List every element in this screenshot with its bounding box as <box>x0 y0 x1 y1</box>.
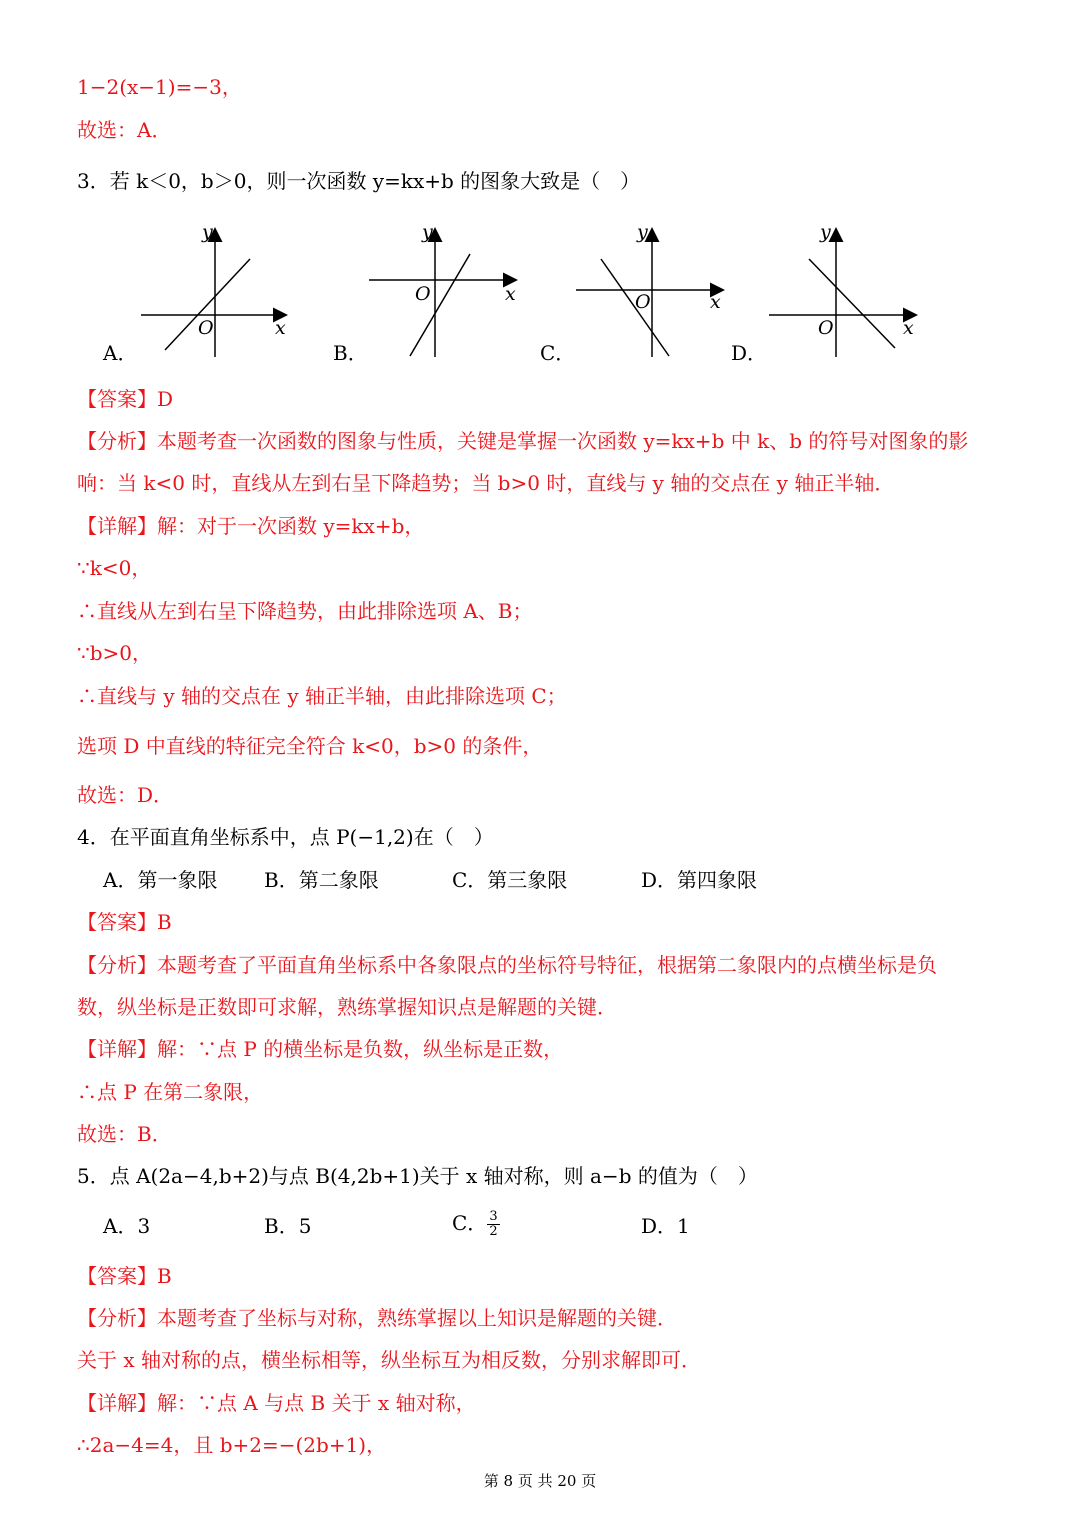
q3-c-x-label: x <box>710 291 721 313</box>
q3-stem: 3．若 k＜0，b＞0，则一次函数 y=kx+b 的图象大致是（ ） <box>77 169 641 193</box>
q3-graph-b <box>365 222 525 362</box>
q3-b-x-label: x <box>505 283 516 305</box>
q3-c-origin-label: O <box>635 291 651 313</box>
q5-analysis-line-1: 【分析】本题考查了坐标与对称，熟练掌握以上知识是解题的关键． <box>77 1306 677 1330</box>
q5-option-c-fraction <box>487 1210 499 1239</box>
q5-option-d: D．1 <box>641 1214 690 1238</box>
fraction-numerator: 3 <box>489 1209 498 1224</box>
q5-option-b: B．5 <box>264 1214 312 1238</box>
q5-stem: 5．点 A(2a−4,b+2)与点 B(4,2b+1)关于 x 轴对称，则 a−b 的值为（ ） <box>77 1164 758 1188</box>
q3-graph-c <box>572 222 732 362</box>
q4-analysis-line-1: 【分析】本题考查了平面直角坐标系中各象限点的坐标符号特征，根据第二象限内的点横坐标是负 <box>77 953 937 977</box>
q3-answer: 【答案】D <box>77 387 174 411</box>
q4-option-a: A．第一象限 <box>103 868 218 892</box>
q4-answer: 【答案】B <box>77 910 172 934</box>
q5-detail-line-1: 【详解】解：∵点 A 与点 B 关于 x 轴对称， <box>77 1391 476 1415</box>
q5-option-a: A．3 <box>103 1214 151 1238</box>
q3-option-b: B． <box>333 341 368 365</box>
q3-detail-line-4: ∵b>0， <box>77 641 153 665</box>
q4-option-c: C．第三象限 <box>452 868 568 892</box>
q5-option-c-label: C． <box>452 1211 488 1235</box>
q4-option-b: B．第二象限 <box>264 868 379 892</box>
q4-detail-line-2: ∴点 P 在第二象限， <box>77 1080 264 1104</box>
q3-detail-line-5: ∴直线与 y 轴的交点在 y 轴正半轴，由此排除选项 C； <box>77 684 567 708</box>
q3-d-x-label: x <box>903 317 914 339</box>
q3-d-y-label: y <box>820 221 831 243</box>
q3-graph-a <box>135 222 295 362</box>
q3-a-y-label: y <box>202 221 213 243</box>
fraction-denominator: 2 <box>489 1224 498 1239</box>
q3-detail-line-3: ∴直线从左到右呈下降趋势，由此排除选项 A、B； <box>77 599 533 623</box>
q3-option-a: A． <box>103 341 138 365</box>
q4-detail-line-3: 故选：B． <box>77 1122 172 1146</box>
q3-analysis-line-2: 响：当 k<0 时，直线从左到右呈下降趋势；当 b>0 时，直线与 y 轴的交点在 y 轴正半轴． <box>77 471 895 495</box>
q3-detail-line-7: 故选：D． <box>77 783 174 807</box>
q3-b-y-label: y <box>422 221 433 243</box>
q3-option-c: C． <box>540 341 576 365</box>
q3-a-origin-label: O <box>198 317 214 339</box>
q3-d-origin-label: O <box>818 317 834 339</box>
q3-a-x-label: x <box>275 317 286 339</box>
prev-solution-line-1: 1−2(x−1)=−3， <box>77 75 242 99</box>
q4-stem: 4．在平面直角坐标系中，点 P(−1,2)在（ ） <box>77 825 494 849</box>
q3-b-origin-label: O <box>415 283 431 305</box>
q5-answer: 【答案】B <box>77 1264 172 1288</box>
q5-analysis-line-2: 关于 x 轴对称的点，横坐标相等，纵坐标互为相反数，分别求解即可． <box>77 1348 701 1372</box>
q3-graph-d <box>765 222 925 362</box>
q3-detail-line-1: 【详解】解：对于一次函数 y=kx+b， <box>77 514 425 538</box>
q3-option-d: D． <box>731 341 768 365</box>
q3-c-y-label: y <box>637 221 648 243</box>
q3-detail-line-6: 选项 D 中直线的特征完全符合 k<0，b>0 的条件， <box>77 734 543 758</box>
q5-detail-line-2: ∴2a−4=4，且 b+2=−(2b+1)， <box>77 1433 387 1457</box>
q4-analysis-line-2: 数，纵坐标是正数即可求解，熟练掌握知识点是解题的关键． <box>77 995 617 1019</box>
q4-option-d: D．第四象限 <box>641 868 758 892</box>
q4-detail-line-1: 【详解】解：∵点 P 的横坐标是负数，纵坐标是正数， <box>77 1037 564 1061</box>
q3-analysis-line-1: 【分析】本题考查一次函数的图象与性质，关键是掌握一次函数 y=kx+b 中 k、b 的符号对图象的影 <box>77 429 969 453</box>
q3-detail-line-2: ∵k<0， <box>77 556 152 580</box>
page-footer: 第 8 页 共 20 页 <box>483 1472 597 1490</box>
q5-option-c <box>452 1210 500 1239</box>
prev-solution-line-2: 故选：A． <box>77 118 172 142</box>
